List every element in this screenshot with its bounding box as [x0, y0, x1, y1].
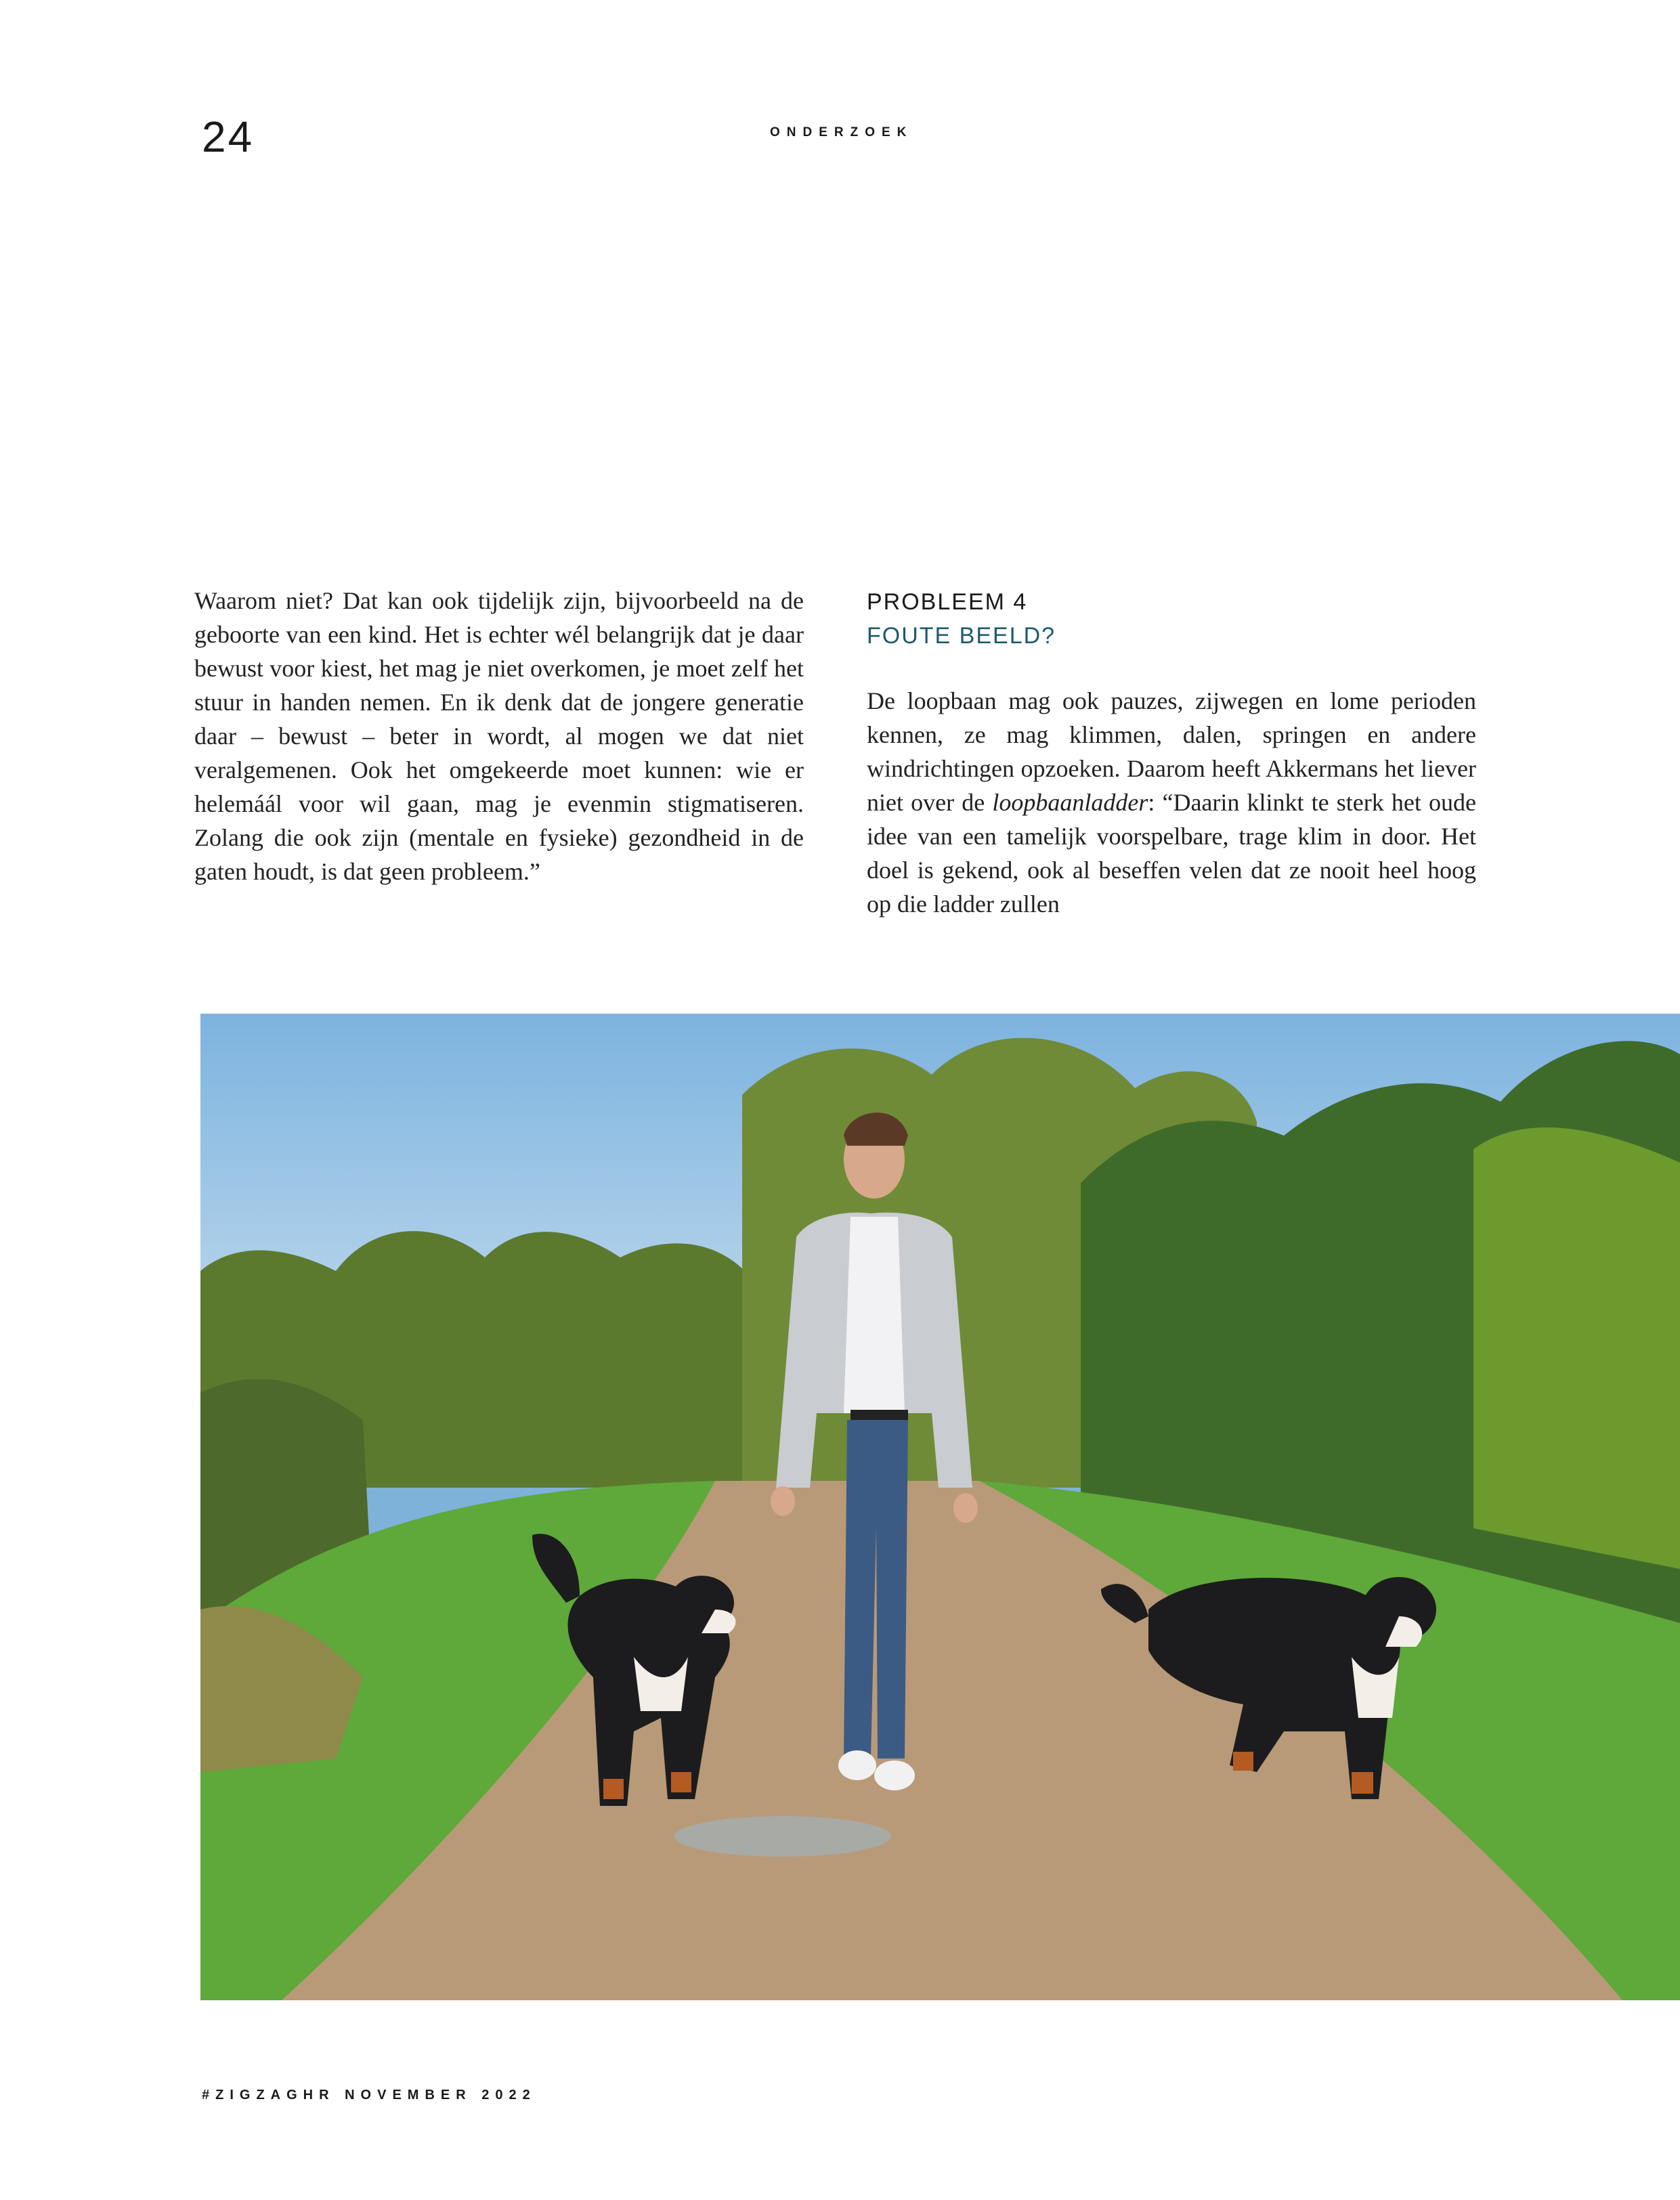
footer-label: #ZIGZAGHR NOVEMBER 2022 [202, 2088, 536, 2102]
right-paragraph [867, 684, 1476, 921]
problem-heading-title: FOUTE BEELD? [867, 623, 1056, 649]
problem-heading [867, 585, 1056, 653]
right-text-after: : “Daarin klinkt te sterk het oude idee van een tamelijk voorspelbare, trage klim in door. Het doel is gekend, ook al beseffen velen dat ze nooit heel hoog op die ladder zullen [867, 789, 1476, 918]
article-photo [200, 1014, 1680, 2000]
left-paragraph: Waarom niet? Dat kan ook tijdelijk zijn, bijvoorbeeld na de geboorte van een kind. Het is echter wél belangrijk dat je daar bewust voor kiest, het mag je niet overkomen, je moet zelf het stuur in handen nemen. En ik denk dat de jongere generatie daar – bewust – beter in wordt, al mogen we dat niet veralgemenen. Ook het omgekeerde moet kunnen: wie er helemáál voor wil gaan, mag je evenmin stigmatiseren. Zolang die ook zijn (mentale en fysieke) gezondheid in de gaten houdt, is dat geen probleem.” [194, 587, 804, 885]
article-right-column [867, 684, 1476, 921]
right-text-italic: loopbaanladder [992, 789, 1148, 816]
photo-puddle [674, 1816, 891, 1857]
article-left-column [194, 584, 804, 888]
section-label: ONDERZOEK [770, 125, 913, 139]
page-number: 24 [202, 112, 255, 161]
right-text-before: De loopbaan mag ook pauzes, zijwegen en lome perioden kennen, ze mag klimmen, dalen, springen en andere windrichtingen opzoeken. Daarom heeft Akkermans het liever niet over de [867, 687, 1476, 816]
problem-heading-number: PROBLEEM 4 [867, 589, 1028, 615]
photo-illustration [200, 1014, 1680, 2000]
photo-trees-right-light [1473, 1127, 1680, 1569]
